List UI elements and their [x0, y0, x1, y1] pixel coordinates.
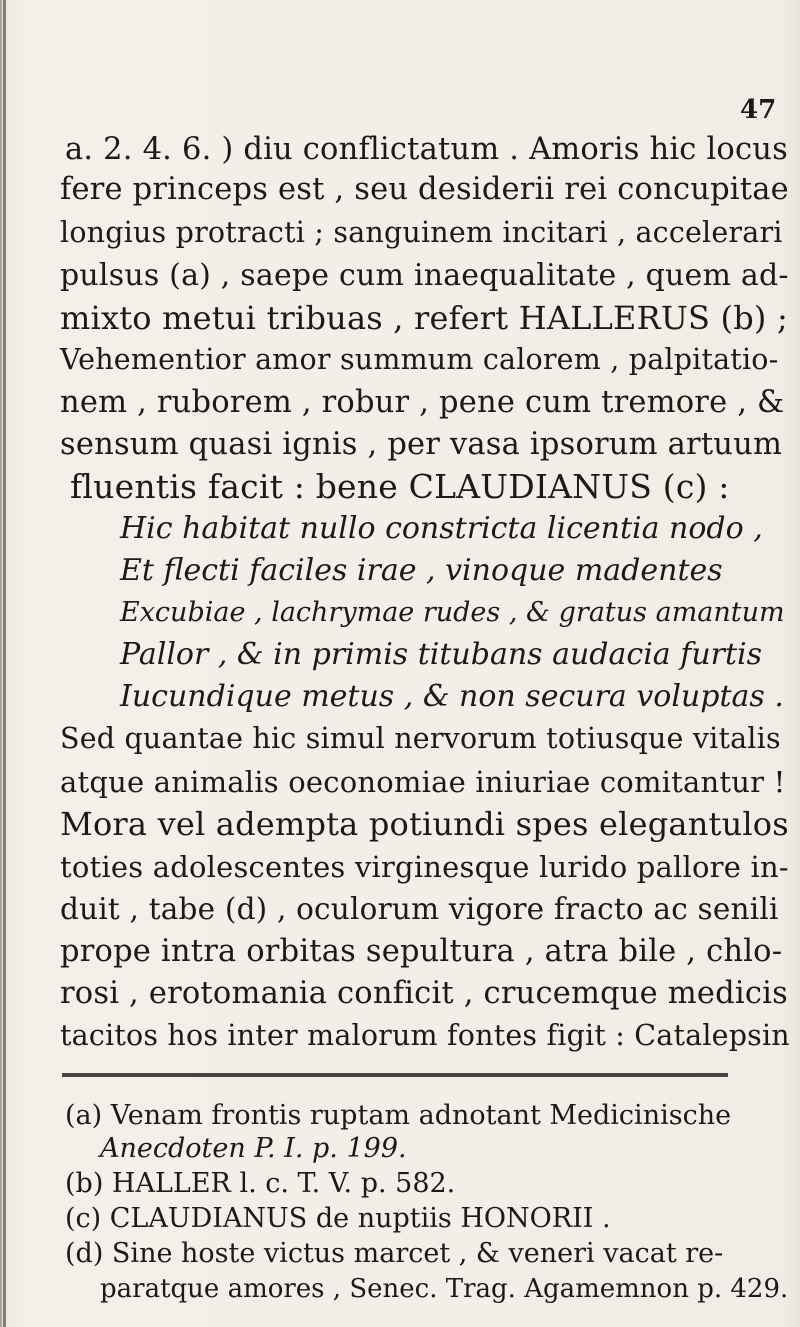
verse-line: Iucundique metus , & non secura voluptas .	[120, 679, 784, 714]
footnote-line: (a) Venam frontis ruptam adnotant Medicinische	[65, 1100, 732, 1131]
text-line: mixto metui tribuas , refert HALLERUS (b) ;	[60, 299, 788, 337]
footnote-line: (c) CLAUDIANUS de nuptiis HONORII .	[65, 1203, 611, 1234]
text-line: a. 2. 4. 6. ) diu conflictatum . Amoris hic locus	[65, 132, 788, 167]
text-line: Vehementior amor summum calorem , palpitatio-	[60, 343, 779, 376]
text-line: Mora vel adempta potiundi spes elegantulos	[60, 805, 789, 843]
page-gutter-shadow	[0, 0, 2, 1327]
text-line: tacitos hos inter malorum fontes figit : Catalepsin	[60, 1019, 790, 1052]
text-line: prope intra orbitas sepultura , atra bile , chlo-	[60, 934, 783, 969]
page-gutter-edge	[3, 0, 6, 1327]
verse-line: Pallor , & in primis titubans audacia furtis	[120, 637, 763, 672]
text-line: rosi , erotomania conficit , crucemque medicis	[60, 976, 788, 1011]
text-line: toties adolescentes virginesque lurido pallore in-	[60, 850, 789, 884]
text-line: longius protracti ; sanguinem incitari , accelerari	[60, 216, 783, 249]
page-number: 47	[740, 95, 777, 125]
footnote-line: (b) HALLER l. c. T. V. p. 582.	[65, 1168, 456, 1199]
text-line: sensum quasi ignis , per vasa ipsorum artuum	[60, 427, 783, 462]
text-line: fluentis facit : bene CLAUDIANUS (c) :	[70, 467, 730, 506]
text-line: duit , tabe (d) , oculorum vigore fracto ac senili	[60, 892, 779, 926]
footnote-line: Anecdoten P. I. p. 199.	[100, 1133, 407, 1164]
verse-line: Excubiae , lachrymae rudes , & gratus amantum	[120, 597, 785, 628]
text-line: atque animalis oeconomiae iniuriae comitantur !	[60, 765, 786, 799]
text-line: fere princeps est , seu desiderii rei concupitae	[60, 172, 789, 207]
footnote-line: (d) Sine hoste victus marcet , & veneri vacat re-	[65, 1238, 724, 1269]
verse-line: Hic habitat nullo constricta licentia nodo ,	[120, 511, 763, 546]
text-line: nem , ruborem , robur , pene cum tremore , &	[60, 385, 785, 420]
footnote-line: paratque amores , Senec. Trag. Agamemnon p. 429.	[100, 1274, 789, 1304]
text-line: pulsus (a) , saepe cum inaequalitate , quem ad-	[60, 258, 789, 293]
footnote-separator	[62, 1073, 728, 1077]
text-line: Sed quantae hic simul nervorum totiusque vitalis	[60, 722, 781, 755]
verse-line: Et flecti faciles irae , vinoque madentes	[120, 553, 723, 588]
